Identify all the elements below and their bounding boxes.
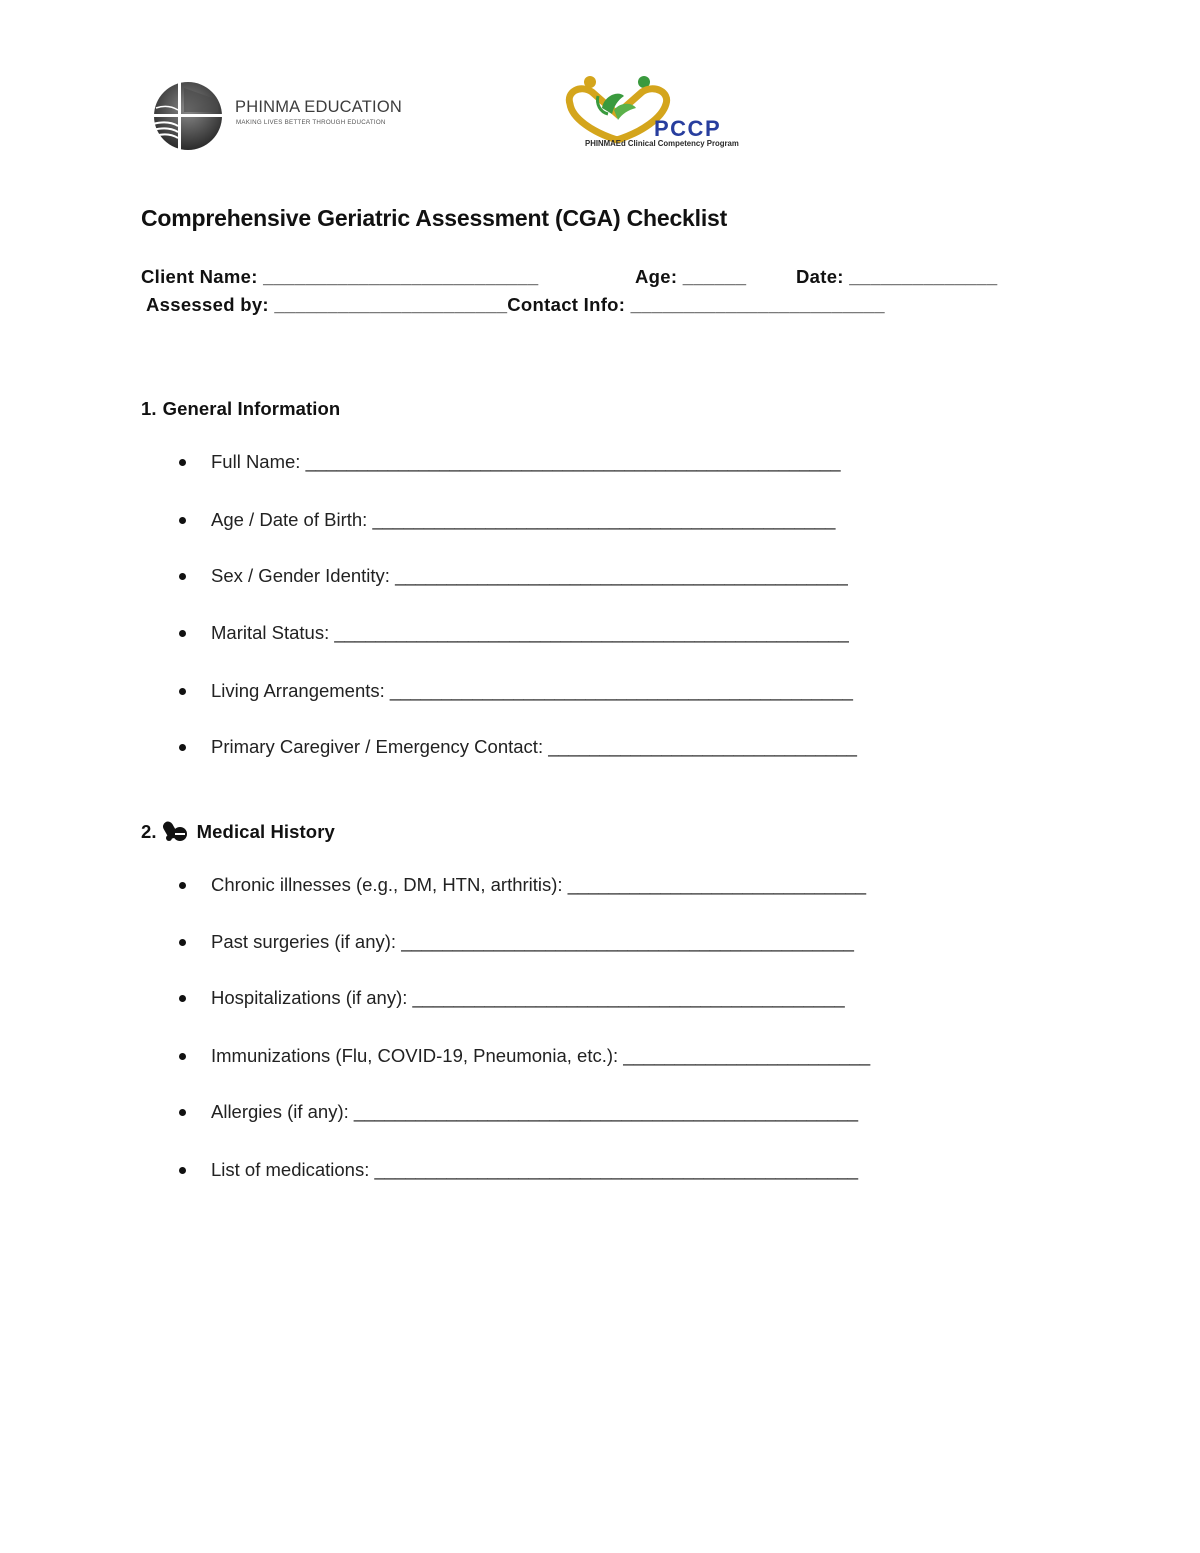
section-medical-history-heading [141,819,335,843]
bullet-icon [179,459,186,466]
bullet-icon [179,939,186,946]
pccp-logo [562,74,807,154]
bullet-icon [179,1053,186,1060]
section-general-information-heading [141,398,340,420]
age-dob-field[interactable]: Age / Date of Birth: _____________________________________________ [211,509,836,530]
section-number: 2. [141,821,157,842]
hospitalizations-field[interactable]: Hospitalizations (if any): __________________________________________ [211,987,845,1008]
bullet-icon [179,995,186,1002]
section-title: Medical History [196,821,335,842]
pills-icon [163,819,189,843]
bullet-icon [179,1109,186,1116]
section-number: 1. [141,398,157,419]
assessed-by-contact-field[interactable]: Assessed by: ______________________Contact Info: ________________________ [146,294,885,315]
client-name-field[interactable]: Client Name: __________________________ [141,266,539,287]
immunizations-field[interactable]: Immunizations (Flu, COVID-19, Pneumonia, etc.): ________________________ [211,1045,871,1066]
age-field[interactable]: Age: ______ [635,266,747,287]
phinma-logo-name: PHINMA EDUCATION [235,98,402,116]
allergies-field[interactable]: Allergies (if any): _________________________________________________ [211,1101,859,1122]
chronic-illnesses-field[interactable]: Chronic illnesses (e.g., DM, HTN, arthritis): _____________________________ [211,874,867,895]
pccp-logo-tagline: PHINMAEd Clinical Competency Program [585,139,739,148]
caregiver-contact-field[interactable]: Primary Caregiver / Emergency Contact: ______________________________ [211,736,857,757]
section-title: General Information [162,398,341,419]
medications-field[interactable]: List of medications: _______________________________________________ [211,1159,859,1180]
bullet-icon [179,744,186,751]
full-name-field[interactable]: Full Name: ____________________________________________________ [211,451,841,472]
bullet-icon [179,688,186,695]
bullet-icon [179,882,186,889]
date-field[interactable]: Date: ______________ [796,266,998,287]
page-title: Comprehensive Geriatric Assessment (CGA) Checklist [141,205,728,231]
bullet-icon [179,1167,186,1174]
bullet-icon [179,630,186,637]
phinma-logo-tagline: MAKING LIVES BETTER THROUGH EDUCATION [236,119,386,126]
marital-status-field[interactable]: Marital Status: __________________________________________________ [211,622,849,643]
phinma-education-logo [148,80,410,152]
living-arrangements-field[interactable]: Living Arrangements: _____________________________________________ [211,680,853,701]
bullet-icon [179,517,186,524]
bullet-icon [179,573,186,580]
sex-gender-field[interactable]: Sex / Gender Identity: ____________________________________________ [211,565,848,586]
past-surgeries-field[interactable]: Past surgeries (if any): ____________________________________________ [211,931,854,952]
pccp-logo-name: PCCP [654,116,722,141]
phinma-emblem-icon [148,80,228,152]
